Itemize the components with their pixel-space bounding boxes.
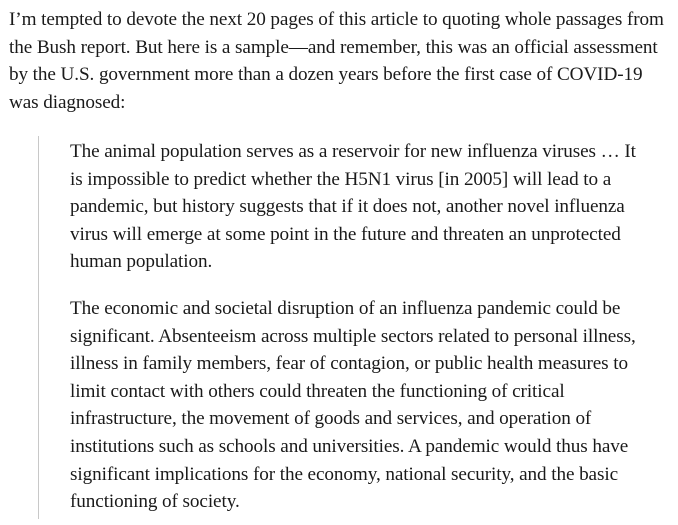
quote-paragraph-1: The animal population serves as a reservoir for new influenza viruses … It is impossible to predict whether the H5N1 virus [in 2005] will lead to a pandemic, but history suggests that if it does not, another novel influenza virus will emerge at some point in the future and threaten an unprotected human population. bbox=[70, 141, 636, 273]
intro-paragraph: I’m tempted to devote the next 20 pages of this article to quoting whole passages from the Bush report. But here is a sample—and remember, this was an official assessment by the U.S. government more than a dozen years before the first case of COVID-19 was diagnosed: bbox=[9, 9, 664, 113]
article-body bbox=[9, 6, 674, 116]
quote-paragraph-2: The economic and societal disruption of an influenza pandemic could be significant. Absenteeism across multiple sectors related to personal illness, illness in family members, fear of contagion, or public health measures to limit contact with others could threaten the functioning of critical infrastructure, the movement of goods and services, and operation of institutions such as schools and universities. A pandemic would thus have significant implications for the economy, national security, and the basic functioning of society. bbox=[70, 297, 636, 513]
report-blockquote bbox=[38, 136, 653, 519]
